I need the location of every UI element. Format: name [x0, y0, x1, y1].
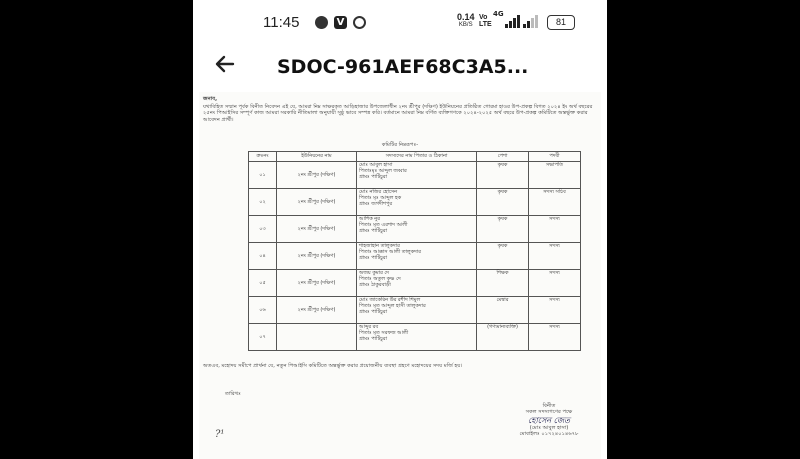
document-page[interactable] — [199, 92, 601, 459]
member-name: অজয় কুমার দে — [359, 270, 390, 276]
salutation: জনাব, — [203, 96, 218, 102]
cell-occupation: শিক্ষক — [477, 270, 529, 297]
member-village: গ্রামঃ পাটিচুরা — [359, 228, 388, 235]
cell-position: সদস্য — [529, 243, 581, 270]
net-speed: 0.14 KB/S — [457, 12, 475, 28]
table-row — [249, 324, 581, 351]
cell-union: ২নং শ্রীপুর (দক্ষিণ) — [277, 297, 357, 324]
cell-union: ২নং শ্রীপুর (দক্ষিণ) — [277, 270, 357, 297]
cell-member — [357, 162, 477, 189]
cell-serial: ০৫ — [249, 270, 277, 297]
committee-table — [248, 151, 581, 351]
app-bar — [193, 44, 607, 92]
cell-serial: ০৪ — [249, 243, 277, 270]
cell-member — [357, 270, 477, 297]
cell-serial: ০৭ — [249, 324, 277, 351]
cell-member — [357, 189, 477, 216]
cell-serial: ০১ — [249, 162, 277, 189]
member-village: গ্রামঃ পাটিচুরা — [359, 255, 388, 262]
back-arrow-icon[interactable] — [213, 52, 237, 76]
cell-position: সদস্য — [529, 270, 581, 297]
pencil-mark: ?¹ — [215, 429, 225, 440]
header-member-details: সদস্যদের নাম পিতার ও ঠিকানা — [357, 152, 477, 162]
member-village: গ্রামঃ জগদীশপুর — [359, 201, 393, 208]
cell-member — [357, 297, 477, 324]
right-black-border — [607, 0, 800, 459]
member-father: পিতাঃ অতুল কৃষ্ণ দে — [359, 276, 401, 283]
table-row — [249, 216, 581, 243]
member-name: মোঃ নজির হোসেন — [359, 189, 398, 195]
signature-block — [509, 403, 589, 438]
table-row — [249, 189, 581, 216]
cell-serial: ০২ — [249, 189, 277, 216]
cell-occupation: মেম্বার — [477, 297, 529, 324]
cell-union — [277, 324, 357, 351]
signer-name: (মোঃ আবুল হাসা) — [529, 424, 569, 431]
intro-paragraph: যথাবিহিত সম্মান পূর্বক বিনীত নিবেদন এই যে, আমরা নিম্ন সাক্ষরকৃত আড়িহাজার উপজেলাধীন ২নং শ্রীপুর (দক্ষিণ) ইউনিয়নের প্রতিষ্ঠিত গোরমা হাওর উপ-প্রকল্প বিগত ২০২৪ ইং অর্থ বছরের ২৫নং পিআইসির সম্পূর্ণ কাজ আমরা সরকারি নীতিমালা অনুযায়ী সুষ্ঠু ভাবে সম্পন্ন করি। বর্তমানে আমরা নিম্ন বর্ণিত ব্যক্তিগণকে ২০২৪-২০২৫ অর্থ বছরে উপ-প্রকল্প কমিটিতে অন্তর্ভুক্ত করার আবেদন প্রার্থী। — [203, 104, 593, 123]
cell-occupation: কৃষক — [477, 162, 529, 189]
cell-member — [357, 216, 477, 243]
cell-member — [357, 243, 477, 270]
status-time: 11:45 — [263, 14, 300, 31]
document-title: SDOC-961AEF68C3A5... — [277, 56, 529, 78]
network-type: 4G — [493, 10, 504, 18]
member-father: পিতাঃ মৃত আব্দুল হাসী তালুকদার — [359, 303, 426, 310]
table-row — [249, 162, 581, 189]
cell-position: সদস্য — [529, 216, 581, 243]
cell-serial: ০৬ — [249, 297, 277, 324]
signal-icon-secondary — [523, 14, 538, 28]
signer-mobile: মোবাইলঃ ০১৭২৪০১৪৬৭৮ — [519, 431, 579, 438]
battery-icon: 81 — [547, 15, 575, 30]
cell-member — [357, 324, 477, 351]
volte-indicator: Vo LTE — [479, 14, 492, 28]
cell-occupation: (গণ্যমান্যব্যক্তি) — [477, 324, 529, 351]
table-header-row — [249, 152, 581, 162]
notification-icons — [315, 16, 366, 29]
member-name: মোঃ জাকেরিন উর রশীদ শিমুল — [359, 297, 421, 303]
member-father: পিতাঃ মৃত এরশাদ আলী — [359, 222, 408, 229]
header-union: ইউনিয়নের নাম — [277, 152, 357, 162]
header-occupation: পেশা — [477, 152, 529, 162]
signal-icon — [505, 14, 520, 28]
table-row — [249, 270, 581, 297]
messenger-icon — [315, 16, 328, 29]
cell-position: সদস্য — [529, 297, 581, 324]
handwritten-signature: হোসেন জেত — [528, 415, 570, 425]
member-father: পিতাঃ মৃঃ আব্দুল হক — [359, 195, 402, 202]
v-app-icon: V — [334, 16, 347, 29]
closing-paragraph: অতএব, মহোদয় সমীপে প্রার্থনা যে, নতুন পিআইসি কমিটিতে অন্তর্ভুক্ত করার প্রয়োজনীয় ব্যবস্থা গ্রহণে মহোদয়ের সদয় মর্জি হয়। — [203, 363, 463, 369]
left-black-border — [0, 0, 193, 459]
phone-screen — [193, 0, 607, 459]
cell-union: ২নং শ্রীপুর (দক্ষিণ) — [277, 162, 357, 189]
sign-on-behalf: সকল সদস্যগণের পক্ষে — [525, 409, 573, 416]
cell-occupation: কৃষক — [477, 189, 529, 216]
member-name: শাহজাহান তালুকদার — [359, 243, 400, 249]
cell-position: সদস্য — [529, 324, 581, 351]
header-serial: ক্রঃনং — [249, 152, 277, 162]
member-father: পিতাঃ আক্কাস আলী তালুকদার — [359, 249, 421, 256]
cell-position: সদস্য সচিব — [529, 189, 581, 216]
member-name: আশিক নুর — [359, 216, 381, 222]
member-father: পিতাঃ মৃত সরফজ আলী — [359, 330, 409, 337]
cell-serial: ০৩ — [249, 216, 277, 243]
date-label: তারিখঃ — [225, 391, 241, 397]
cell-occupation: কৃষক — [477, 216, 529, 243]
cell-union: ২নং শ্রীপুর (দক্ষিণ) — [277, 243, 357, 270]
header-position: পদবী — [529, 152, 581, 162]
table-row — [249, 297, 581, 324]
cell-union: ২নং শ্রীপুর (দক্ষিণ) — [277, 216, 357, 243]
status-bar — [193, 0, 607, 44]
committee-list-title: কমিটির নিম্নরূপঃ- — [381, 142, 419, 148]
member-village: গ্রামঃ পাটিচুরা — [359, 174, 388, 181]
member-name: মোঃ আবুল হাসা — [359, 162, 393, 168]
sign-yours: বিনীত — [542, 403, 556, 409]
cell-union: ২নং শ্রীপুর (দক্ষিণ) — [277, 189, 357, 216]
cell-occupation: কৃষক — [477, 243, 529, 270]
cell-position: সভাপতি — [529, 162, 581, 189]
member-name: আব্দুর রব — [359, 324, 379, 330]
member-village: গ্রামঃ ঠাকুরবাড়ী — [359, 282, 391, 289]
member-village: গ্রামঃ পাটিচুরা — [359, 336, 388, 343]
viber-icon — [353, 16, 366, 29]
member-village: গ্রামঃ পাটিচুরা — [359, 309, 388, 316]
table-row — [249, 243, 581, 270]
member-father: পিতাঃমৃঃ আব্দুল জব্বার — [359, 168, 407, 175]
